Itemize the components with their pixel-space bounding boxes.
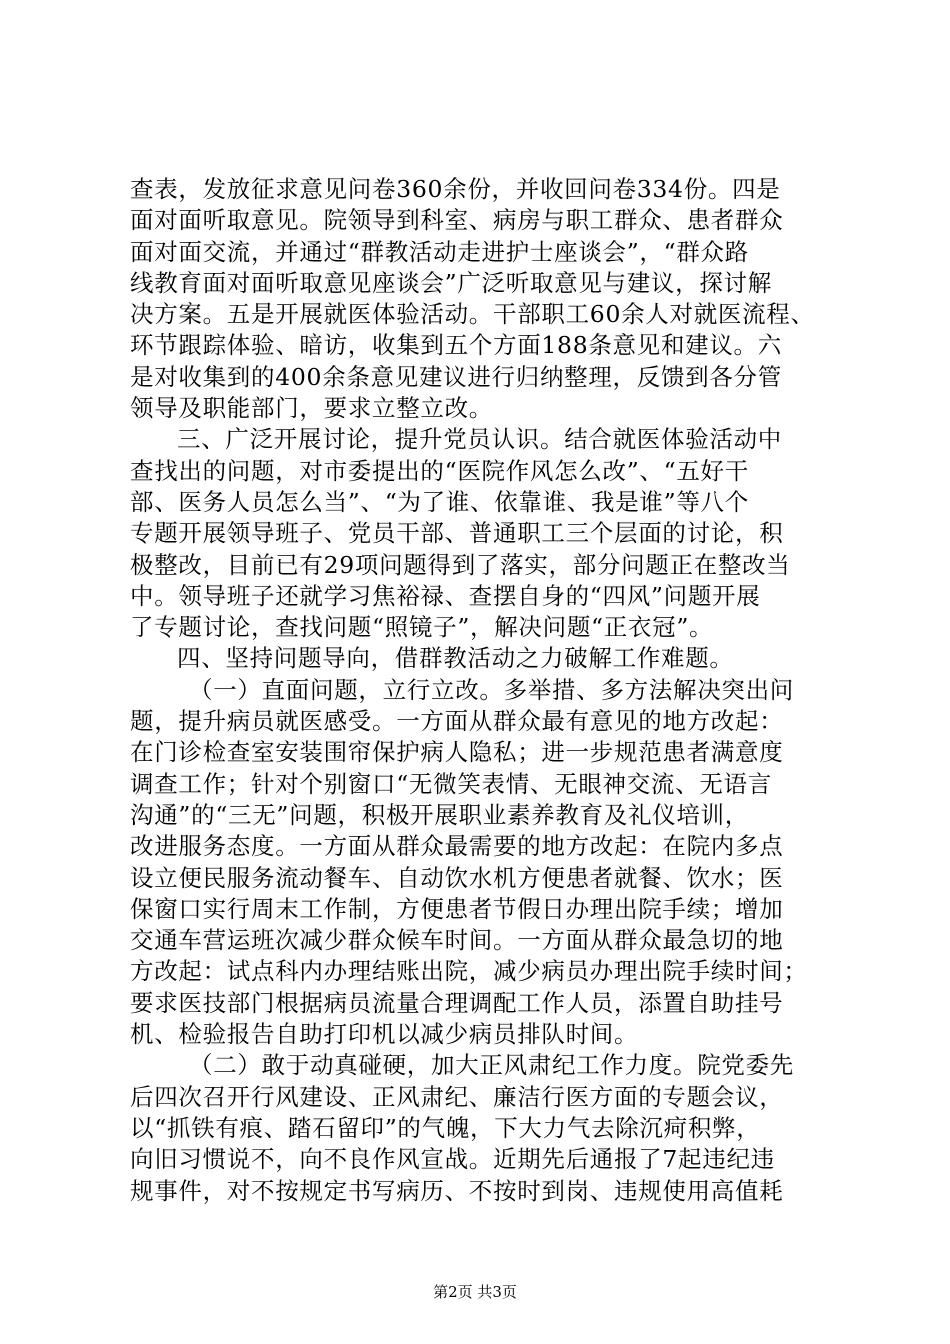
section-heading: 四、坚持问题导向，借群教活动之力破解工作难题。 (177, 644, 734, 673)
page-number: 第2页 共3页 (433, 1283, 517, 1301)
text-line: 题，提升病员就医感受。一方面从群众最有意见的地方改起： (130, 707, 784, 736)
text-line: 方改起：试点科内办理结账出院，减少病员办理出院手续时间； (130, 957, 808, 986)
text-line: 面对面听取意见。院领导到科室、病房与职工群众、患者群众 (130, 206, 784, 235)
text-line: 查表，发放征求意见问卷360余份，并收回问卷334份。四是 (130, 175, 781, 203)
text-line: 后四次召开行风建设、正风肃纪、廉洁行医方面的专题会议， (130, 1082, 784, 1111)
subsection-heading: （二）敢于动真碰硬，加大正风肃纪工作力度。院党委先 (189, 1051, 794, 1080)
text-line: 中。领导班子还就学习焦裕禄、查摆自身的“四风”问题开展 (130, 581, 761, 610)
text-line: 调查工作；针对个别窗口“无微笑表情、无眼神交流、无语言 (130, 769, 772, 798)
text-line: 向旧习惯说不，向不良作风宣战。近期先后通报了7起违纪违 (130, 1145, 775, 1174)
text-line: 决方案。五是开展就医体验活动。干部职工60余人对就医流程、 (130, 300, 815, 329)
text-line: 改进服务态度。一方面从群众最需要的地方改起：在院内多点 (130, 832, 784, 861)
text-line: 保窗口实行周末工作制，方便患者节假日办理出院手续；增加 (130, 894, 784, 923)
text-line: 规事件，对不按规定书写病历、不按时到岗、违规使用高值耗 (130, 1176, 784, 1205)
text-line: 环节跟踪体验、暗访，收集到五个方面188条意见和建议。六 (130, 331, 782, 360)
text-line: 了专题讨论，查找问题“照镜子”，解决问题“正衣冠”。 (130, 613, 714, 642)
text-line: 要求医技部门根据病员流量合理调配工作人员，添置自助挂号 (130, 988, 784, 1017)
document-body (130, 174, 830, 1207)
text-line: 是对收集到的400余条意见建议进行归纳整理，反馈到各分管 (130, 362, 782, 391)
text-line: 极整改，目前已有29项问题得到了落实，部分问题正在整改当 (130, 550, 791, 579)
subsection-heading: （一）直面问题，立行立改。多举措、多方法解决突出问 (189, 675, 794, 704)
text-line: 机、检验报告自助打印机以减少病员排队时间。 (130, 1020, 639, 1049)
text-line: 领导及职能部门，要求立整立改。 (130, 394, 493, 423)
text-line: 部、医务人员怎么当”、“为了谁、依靠谁、我是谁”等八个 (130, 487, 749, 516)
text-line: 面对面交流，并通过“群教活动走进护士座谈会”，“群众路 (130, 237, 749, 266)
text-line: 专题开展领导班子、党员干部、普通职工三个层面的讨论，积 (130, 519, 784, 548)
text-line: 以“抓铁有痕、踏石留印”的气魄，下大力气去除沉疴积弊， (130, 1113, 761, 1142)
text-line: 线教育面对面听取意见座谈会”广泛听取意见与建议，探讨解 (130, 268, 772, 297)
text-line: 沟通”的“三无”问题，积极开展职业素养教育及礼仪培训， (130, 800, 749, 829)
text-line: 交通车营运班次减少群众候车时间。一方面从群众最急切的地 (130, 926, 784, 955)
text-line: 查找出的问题，对市委提出的“医院作风怎么改”、“五好干 (130, 456, 749, 485)
section-heading: 三、广泛开展讨论，提升党员认识。结合就医体验活动中 (177, 425, 782, 454)
text-line: 设立便民服务流动餐车、自动饮水机方便患者就餐、饮水；医 (130, 863, 784, 892)
text-line: 在门诊检查室安装围帘保护病人隐私；进一步规范患者满意度 (130, 738, 784, 767)
